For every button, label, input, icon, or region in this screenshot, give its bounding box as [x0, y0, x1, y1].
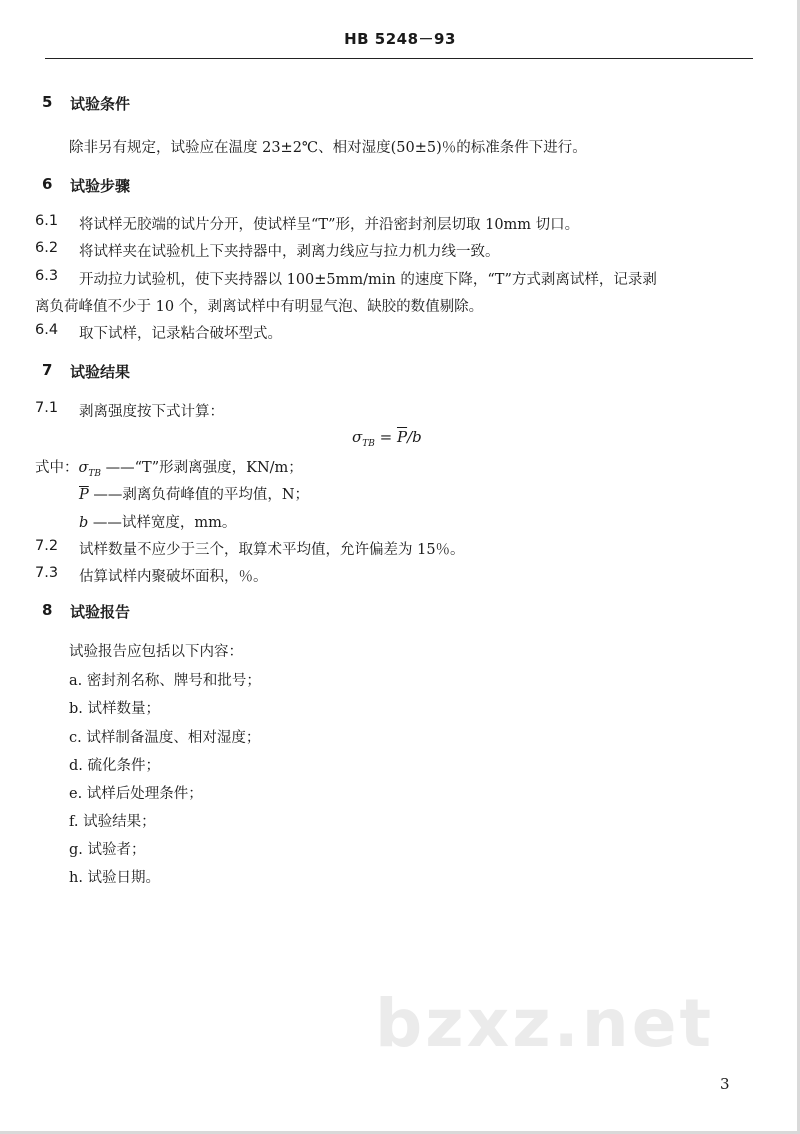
section-number: 8 — [42, 601, 53, 619]
clause-number: 6.4 — [35, 322, 59, 338]
clause-text: 开动拉力试验机，使下夹持器以 100±5mm/min 的速度下降，“T”方式剥离试样，记录剥 — [79, 272, 657, 288]
def-subscript: TB — [88, 468, 102, 479]
clause-text: 估算试样内聚破坏面积，％。 — [79, 569, 268, 585]
def-text: ——试样宽度，mm。 — [88, 515, 237, 531]
formula-symbol-sigma: σ — [352, 428, 363, 446]
list-item-text: g. 试验者； — [69, 842, 146, 858]
clause-text: 离负荷峰值不少于 10 个，剥离试样中有明显气泡、缺胶的数值剔除。 — [35, 299, 484, 315]
def-symbol: b — [79, 515, 89, 531]
clause-text: 试样数量不应少于三个，取算术平均值，允许偏差为 15％。 — [79, 542, 465, 558]
formula-divisor: /b — [407, 428, 422, 446]
section-title: 试验步骤 — [70, 177, 131, 195]
formula-symbol-p-bar: $\overline{P}$ — [396, 428, 408, 446]
clause-text: 将试样夹在试验机上下夹持器中，剥离力线应与拉力机力线一致。 — [79, 244, 500, 260]
clause-text: 取下试样，记录粘合破坏型式。 — [79, 326, 282, 342]
paragraph-text: 除非另有规定，试验应在温度 23±2℃、相对湿度(50±5)％的标准条件下进行。 — [69, 140, 587, 156]
list-item-text: d. 硫化条件； — [69, 758, 160, 774]
def-symbol: σ — [78, 460, 89, 476]
section-title: 试验条件 — [70, 95, 131, 113]
list-item-text: f. 试验结果； — [69, 814, 156, 830]
list-item-text: c. 试样制备温度、相对湿度； — [69, 730, 261, 746]
site-watermark: bzxz.net — [375, 985, 715, 1062]
list-item-text: e. 试样后处理条件； — [69, 786, 203, 802]
page-number: 3 — [720, 1075, 730, 1093]
def-symbol: $\overline{P}$ — [79, 487, 89, 503]
clause-text: 将试样无胶端的试片分开，使试样呈“T”形，并沿密封剂层切取 10mm 切口。 — [79, 217, 580, 233]
standard-code-header: HB 5248－93 — [344, 30, 456, 48]
def-text: ——剥离负荷峰值的平均值，N； — [88, 487, 310, 503]
formula-subscript: TB — [362, 439, 375, 449]
list-item-text: h. 试验日期。 — [69, 870, 161, 886]
section-title: 试验报告 — [70, 603, 131, 621]
clause-number: 7.3 — [35, 565, 59, 581]
header-rule — [45, 58, 753, 59]
section-title: 试验结果 — [70, 363, 131, 381]
paragraph-text: 试验报告应包括以下内容： — [69, 644, 243, 660]
clause-number: 7.1 — [35, 400, 59, 416]
clause-number: 6.3 — [35, 268, 59, 284]
clause-text: 剥离强度按下式计算： — [79, 404, 224, 420]
list-item-text: b. 试样数量； — [69, 701, 160, 717]
clause-number: 7.2 — [35, 538, 59, 554]
list-item-text: a. 密封剂名称、牌号和批号； — [69, 673, 261, 689]
section-number: 6 — [42, 175, 53, 193]
definitions-label: 式中： — [35, 460, 79, 476]
formula-equals: = — [374, 428, 397, 446]
def-text: ——“T”形剥离强度，KN/m； — [101, 460, 303, 476]
section-number: 5 — [42, 93, 53, 111]
section-number: 7 — [42, 361, 53, 379]
clause-number: 6.2 — [35, 240, 59, 256]
clause-number: 6.1 — [35, 213, 59, 229]
